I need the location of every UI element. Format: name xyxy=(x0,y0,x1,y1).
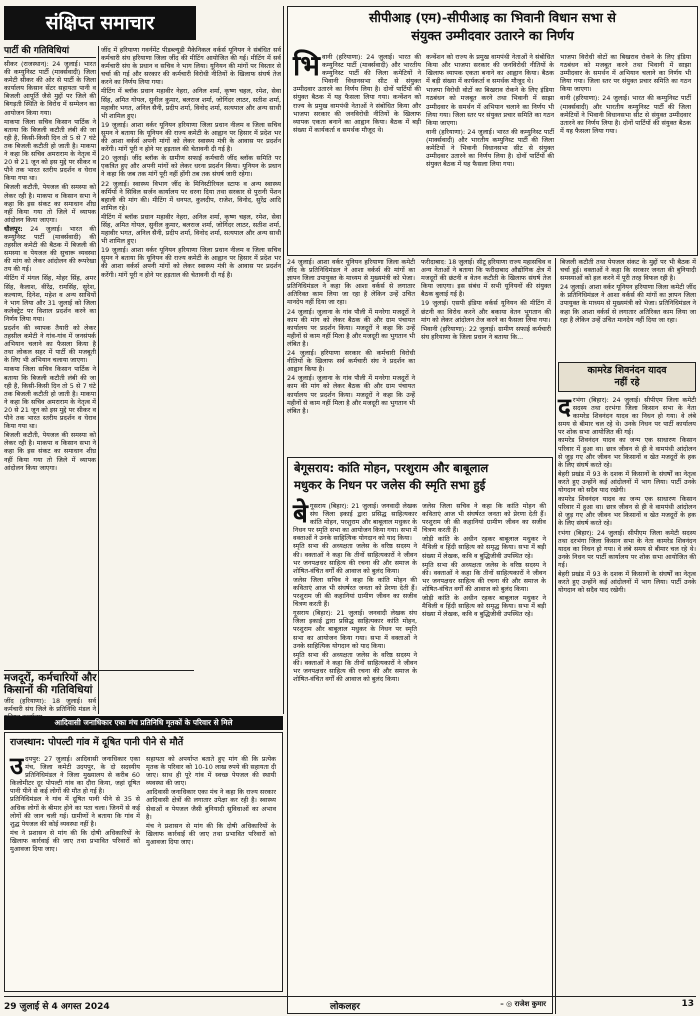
begusarai-story-box xyxy=(287,457,553,1014)
cpi-col-3 xyxy=(560,53,691,249)
workers-union-news: 19 जुलाई। एसपी इंडिया वर्कर्स यूनियन की मीटिंग में छंटनी का विरोध करने और बकाया वेतन भुगतान की मांग को लेकर आंदोलन तेज करने का फैसला लिया गया। xyxy=(421,299,551,324)
dholpur-news: 24 जुलाई। भारत की कम्युनिस्ट पार्टी (मार्क्सवादी) की तहसील कमेटी की बैठक में बिजली की समस्या व पेयजल की सुचारू व्यवस्था की मांग को लेकर आंदोलन की रूपरेखा तय की गई। xyxy=(4,224,96,274)
right-column-top xyxy=(560,258,696,358)
asha-memo-news: 24 जुलाई। आशा वर्कर यूनियन हरियाणा जिला कमेटी जींद के प्रतिनिधिमंडल ने आशा वर्कर्स की मांगों का ज्ञापन जिला उपायुक्त के माध्यम से मुख्यमंत्री को भेजा। प्रतिनिधिमंडल ने कहा कि आशा वर्कर्स से लगातार अतिरिक्त काम लिया जा रहा है लेकिन उन्हें उचित मानदेय नहीं दिया जा रहा। xyxy=(287,258,415,307)
workers-heading-line2: किसानों की गतिविधियां xyxy=(4,684,93,696)
tribal-para-2b: मंच ने प्रशासन से मांग की कि दोषी अधिकारियों के खिलाफ कार्रवाई की जाए तथा प्रभावित परिवारों को मुआवजा दिया जाए। xyxy=(10,828,140,854)
cpi-para-3b: वानी (हरियाणा): 24 जुलाई। भारत की कम्युनिस्ट पार्टी (मार्क्सवादी) और भारतीय कम्युनिस्ट पार्टी की जिला कमेटियों ने भिवानी विधानसभा सीट से संयुक्त उम्मीदवार उतारने का निर्णय लिया है। दोनों पार्टियों की संयुक्त बैठक में यह फैसला लिया गया। xyxy=(560,94,691,135)
begusarai-para-3: जलेस जिला सचिव ने कहा कि कांति मोहन की कविताएं आज भी संघर्षरत जनता को प्रेरणा देती हैं। परशुराम जी की कहानियां ग्रामीण जीवन का सजीव चित्रण करती हैं। xyxy=(293,575,417,609)
dholpur-news-4: माकपा जिला सचिव किसान पार्टिक ने बताया कि बिजली कटौती लंबी की जा रही है, किसी-किसी दिन तो 5 से 7 घंटे तक बिजली कटौती हो जाती है। माकपा ने कहा कि सचिव अमराराम के नेतृत्व में 20 से 21 जून को इस मुद्दे पर सीकर व पौने तक भारत स्तरीय प्रदर्शन व घेराव किया गया था। xyxy=(4,365,96,431)
mnrega-news-2: 24 जुलाई। जुलाना के गांव पौली में मनरेगा मजदूरों ने काम की मांग को लेकर बैठक की और ग्राम पंचायत कार्यालय पर प्रदर्शन किया। मजदूरों ने कहा कि उन्हें महीनों से काम नहीं मिला है और मजदूरी का भुगतान भी लंबित है। xyxy=(287,374,415,415)
section-masthead: संक्षिप्त समाचार xyxy=(4,6,196,40)
begusarai-para-2: स्मृति सभा की अध्यक्षता जलेस के वरिष्ठ सदस्य ने की। वक्ताओं ने कहा कि तीनों साहित्यकारों ने जीवन भर जनपक्षधर साहित्य की रचना की और समाज के शोषित-वंचित वर्गों की आवाज को बुलंद किया। xyxy=(293,542,417,575)
obituary-box xyxy=(558,362,696,1014)
sikar-news: सीकर (राजस्थान): 24 जुलाई। भारत की कम्युनिस्ट पार्टी (मार्क्सवादी) जिला कमेटी सीकर की ओर से पार्टी के जिला कार्यालय किसान सेंटर सहायता पानी व बिजली आपूर्ति जैसे मुद्दों पर जिले की बिगड़ती स्थिति के विरोध में सम्मेलन का आयोजन किया गया। xyxy=(4,60,96,117)
obituary-dropcap: द xyxy=(558,393,571,421)
begusarai-para-5: जोड़ी कांति के अधीन रहकर बाबूलाल मधुकर ने मैथिली व हिंदी साहित्य को समृद्ध किया। सभा में बड़ी संख्या में लेखक, कवि व बुद्धिजीवी उपस्थित रहे। xyxy=(422,535,546,560)
obituary-para-4: कामरेड शिवनंदन यादव का जन्म एक साधारण किसान परिवार में हुआ था। छात्र जीवन से ही वे वामपंथी आंदोलन से जुड़ गए और जीवन भर किसानों व खेत मजदूरों के हक के लिए संघर्ष करते रहे। xyxy=(558,495,696,528)
bhiwani-news: भिवानी (हरियाणा): 22 जुलाई। ग्रामीण सफाई कर्मचारी संघ हरियाणा के जिला प्रधान ने बताया कि... xyxy=(421,324,551,341)
tribal-headline: राजस्थान: पोपल्टी गांव में दूषित पानी पीने से मौतें xyxy=(10,737,184,748)
tribal-para-4: आदिवासी जनाधिकार एका मंच ने कहा कि राज्य सरकार आदिवासी क्षेत्रों की लगातार उपेक्षा कर रही है। स्वास्थ्य सेवाओं व पेयजल जैसी बुनियादी सुविधाओं का अभाव है। xyxy=(146,788,276,821)
jind-pwd-attendees: मीटिंग में ब्लॉक प्रधान महावीर नेहरा, अनिल शर्मा, कृष्ण चहल, रमेश, सेवा सिंह, अमित गोयल, सुनील कुमार, बलराज शर्मा, जोगिंदर लाठर, सतीश शर्मा, महावीर भगत, अनिल सैनी, प्रदीप शर्मा, विनोद शर्मा, सत्यपाल और अन्य साथी भी शामिल हुए। xyxy=(101,87,281,120)
tribal-para-3: सहायता को अपर्याप्त बताते हुए मांग की कि प्रत्येक मृतक के परिवार को 10-10 लाख रुपये की सहायता दी जाए। साथ ही पूरे गांव में स्वच्छ पेयजल की स्थायी व्यवस्था की जाए। xyxy=(146,755,276,788)
cpi-dropcap: भि xyxy=(293,49,320,82)
begusarai-byline: – ◎ राजेश कुमार xyxy=(500,1000,546,1008)
center-left-column xyxy=(101,46,281,714)
tribal-para-1: दयपुर: 27 जुलाई। आदिवासी जनाधिकार एका मंच, जिला कमेटी उदयपुर, के दो सदस्यीय प्रतिनिधिमंडल ने जिला मुख्यालय से करीब 60 किलोमीटर दूर पोपल्टी गांव का दौरा किया, जहां दूषित पानी पीने से कई लोगों की मौत हो गई है। xyxy=(10,755,140,796)
footer-paper-name: लोकलहर xyxy=(330,1002,360,1012)
obituary-para-3: बेहरी प्रखंड में 93 के दशक में किसानों के संघर्षों का नेतृत्व करते हुए उन्होंने कई आंदोलनों में भाग लिया। पार्टी उनके योगदान को सदैव याद रखेगी। xyxy=(558,469,696,495)
middle-column-2 xyxy=(421,258,551,452)
begusarai-headline-line2: मधुकर के निधन पर जलेस की स्मृति सभा हुई xyxy=(294,478,486,492)
footer-page-number: 13 xyxy=(681,999,694,1009)
cpi-col-2 xyxy=(426,53,554,249)
asha-news-2: 19 जुलाई। आशा वर्कर यूनियन हरियाणा जिला प्रधान नीलम व जिला सचिव सुमन ने बताया कि यूनियन की राज्य कमेटी के आह्वान पर हिसार में प्रदेश भर की आशा वर्कर्स अपनी मांगों को लेकर स्वास्थ्य मंत्री के आवास पर प्रदर्शन करेंगी। मांगें पूरी न होने पर हड़ताल की चेतावनी दी गई है। xyxy=(101,246,281,279)
begusarai-para-1: गूसराय (बिहार): 21 जुलाई। जनवादी लेखक संघ जिला इकाई द्वारा प्रसिद्ध साहित्यकार कांति मोहन, परशुराम और बाबूलाल मधुकर के निधन पर स्मृति सभा का आयोजन किया गया। सभा में वक्ताओं ने उनके साहित्यिक योगदान को याद किया। xyxy=(293,502,417,543)
tribal-col-2 xyxy=(146,755,276,985)
middle-column xyxy=(287,258,415,452)
obituary-para-1: रभंगा (बिहार): 24 जुलाई। सीपीएम जिला कमेटी सदस्य तथा दरभंगा जिला किसान सभा के नेता कामरेड शिवनंदन यादव का निधन हो गया। वे लंबे समय से बीमार चल रहे थे। उनके निधन पर पार्टी कार्यालय पर शोक सभा आयोजित की गई। xyxy=(558,396,696,437)
obituary-body xyxy=(558,393,696,1016)
cpi-story-box xyxy=(287,6,698,256)
column-rule xyxy=(555,258,556,1014)
tribal-dropcap: उ xyxy=(10,752,24,780)
left-column xyxy=(4,46,96,721)
tribal-story-box xyxy=(4,732,283,992)
cpi-col-1 xyxy=(293,49,421,249)
party-activities-heading: पार्टी की गतिविधियां xyxy=(4,46,96,58)
cpi-headline-line1: सीपीआइ (एम)-सीपीआइ का भिवानी विधान सभा से xyxy=(369,11,616,26)
cpi-para-2c: वानी (हरियाणा): 24 जुलाई। भारत की कम्युनिस्ट पार्टी (मार्क्सवादी) और भारतीय कम्युनिस्ट पार्टी की जिला कमेटियों ने भिवानी विधानसभा सीट से संयुक्त उम्मीदवार उतारने का निर्णय लिया है। दोनों पार्टियों की संयुक्त बैठक में यह फैसला लिया गया। xyxy=(426,127,554,169)
column-rule xyxy=(283,6,284,714)
cpi-para-2: कन्वेंशन को राज्य के प्रमुख वामपंथी नेताओं ने संबोधित किया और भाजपा सरकार की जनविरोधी नीतियों के खिलाफ व्यापक एकता बनाने का आह्वान किया। बैठक में बड़ी संख्या में कार्यकर्ता व समर्थक मौजूद थे। xyxy=(426,53,554,86)
begusarai-col-1 xyxy=(293,499,417,1007)
dholpur-news-2: मीटिंग में मंगल सिंह, मोहर सिंह, अमर सिंह, कैलाश, वीरेंद्र, रामसिंह, सुरेश, कल्याण, दिनेश, महेश व अन्य साथियों ने भाग लिया और 31 जुलाई को जिला कलेक्ट्रेट पर विशाल प्रदर्शन करने का निर्णय लिया गया। xyxy=(4,274,96,323)
cpi-headline-line2: संयुक्त उम्मीदवार उतारने का निर्णय xyxy=(411,29,574,44)
employee-union-news: 24 जुलाई। हरियाणा सरकार की कर्मचारी विरोधी नीतियों के खिलाफ सर्व कर्मचारी संघ ने प्रदर्शन का आह्वान किया है। xyxy=(287,349,415,374)
tribal-col-1 xyxy=(10,752,140,985)
begusarai-para-7: जोड़ी कांति के अधीन रहकर बाबूलाल मधुकर ने मैथिली व हिंदी साहित्य को समृद्ध किया। सभा में बड़ी संख्या में लेखक, कवि व बुद्धिजीवी उपस्थित रहे। xyxy=(422,594,546,619)
cpi-para-3: भाजपा विरोधी वोटों का बिखराव रोकने के लिए इंडिया गठबंधन को मजबूत करने तथा भिवानी में साझा उम्मीदवार के समर्थन में अभियान चलाने का निर्णय भी लिया गया। जिला स्तर पर संयुक्त प्रचार समिति का गठन किया जाएगा। xyxy=(560,53,691,94)
dholpur-dateline: धौलपुर: xyxy=(4,224,23,233)
tribal-para-2: प्रतिनिधिमंडल ने गांव में दूषित पानी पीने से 35 से अधिक लोगों के बीमार होने का पता चला। जिनमें से कई लोगों की जान चली गई। ग्रामीणों ने बताया कि गांव में शुद्ध पेयजल की कोई व्यवस्था नहीं है। xyxy=(10,795,140,828)
cpi-para-1: वानी (हरियाणा): 24 जुलाई। भारत की कम्युनिस्ट पार्टी (मार्क्सवादी) और भारतीय कम्युनिस्ट पार्टी की जिला कमेटियों ने भिवानी विधानसभा सीट से संयुक्त उम्मीदवार उतारने का निर्णय लिया है। दोनों पार्टियों की संयुक्त बैठक में यह फैसला लिया गया। xyxy=(293,53,421,102)
obituary-para-6: बेहरी प्रखंड में 93 के दशक में किसानों के संघर्षों का नेतृत्व करते हुए उन्होंने कई आंदोलनों में भाग लिया। पार्टी उनके योगदान को सदैव याद रखेगी। xyxy=(558,569,696,595)
workers-heading-line1: मजदूरों, कर्मचारियों और xyxy=(4,672,97,684)
obituary-heading xyxy=(558,362,696,392)
begusarai-headline-line1: बेगूसराय: कांति मोहन, परशुराम और बाबूलाल xyxy=(294,461,489,475)
health-staff-news: 22 जुलाई। स्वास्थ्य विभाग जींद के मिनिस्टीरियल स्टाफ व अन्य स्वास्थ्य कर्मियों ने सिविल सर्जन कार्यालय पर धरना दिया तथा सरकार से पुरानी पेंशन बहाली की मांग की। मीटिंग में धनपत, कुलदीप, राजेश, विनोद, सुरेंद्र आदि शामिल रहे। xyxy=(101,179,281,212)
mnrega-news: 24 जुलाई। जुलाना के गांव पौली में मनरेगा मजदूरों ने काम की मांग को लेकर बैठक की और ग्राम पंचायत कार्यालय पर प्रदर्शन किया। मजदूरों ने कहा कि उन्हें महीनों से काम नहीं मिला है और मजदूरी का भुगतान भी लंबित है। xyxy=(287,307,415,348)
begusarai-para-2b: स्मृति सभा की अध्यक्षता जलेस के वरिष्ठ सदस्य ने की। वक्ताओं ने कहा कि तीनों साहित्यकारों ने जीवन भर जनपक्षधर साहित्य की रचना की और समाज के शोषित-वंचित वर्गों की आवाज को बुलंद किया। xyxy=(293,650,417,683)
obituary-heading-line2: नहीं रहे xyxy=(614,377,640,388)
begusarai-para-6: स्मृति सभा की अध्यक्षता जलेस के वरिष्ठ सदस्य ने की। वक्ताओं ने कहा कि तीनों साहित्यकारों ने जीवन भर जनपक्षधर साहित्य की रचना की और समाज के शोषित-वंचित वर्गों की आवाज को बुलंद किया। xyxy=(422,560,546,593)
begusarai-para-4: जलेस जिला सचिव ने कहा कि कांति मोहन की कविताएं आज भी संघर्षरत जनता को प्रेरणा देती हैं। परशुराम जी की कहानियां ग्रामीण जीवन का सजीव चित्रण करती हैं। xyxy=(422,502,546,535)
cpi-para-1b: कन्वेंशन को राज्य के प्रमुख वामपंथी नेताओं ने संबोधित किया और भाजपा सरकार की जनविरोधी नीतियों के खिलाफ व्यापक एकता बनाने का आह्वान किया। बैठक में बड़ी संख्या में कार्यकर्ता व समर्थक मौजूद थे। xyxy=(293,93,421,134)
faridabad-news: फरीदाबाद: 18 जुलाई। सीटू हरियाणा राज्य महासचिव व अन्य नेताओं ने बताया कि फरीदाबाद औद्योगिक क्षेत्र में मजदूरों की छंटनी व वेतन कटौती के खिलाफ संघर्ष तेज किया जाएगा। इस संबंध में सभी यूनियनों की संयुक्त बैठक बुलाई गई है। xyxy=(421,258,551,299)
tribal-para-5: मंच ने प्रशासन से मांग की कि दोषी अधिकारियों के खिलाफ कार्रवाई की जाए तथा प्रभावित परिवारों को मुआवजा दिया जाए। xyxy=(146,821,276,846)
column-rule xyxy=(98,46,99,714)
obituary-para-2: कामरेड शिवनंदन यादव का जन्म एक साधारण किसान परिवार में हुआ था। छात्र जीवन से ही वे वामपंथी आंदोलन से जुड़ गए और जीवन भर किसानों व खेत मजदूरों के हक के लिए संघर्ष करते रहे। xyxy=(558,436,696,469)
jind-pwd-news-2: मीटिंग में ब्लॉक प्रधान महावीर नेहरा, अनिल शर्मा, कृष्ण चहल, रमेश, सेवा सिंह, अमित गोयल, सुनील कुमार, बलराज शर्मा, जोगिंदर लाठर, सतीश शर्मा, महावीर भगत, अनिल सैनी, प्रदीप शर्मा, विनोद शर्मा, सत्यपाल और अन्य साथी भी शामिल हुए। xyxy=(101,212,281,246)
begusarai-para-1b: गूसराय (बिहार): 21 जुलाई। जनवादी लेखक संघ जिला इकाई द्वारा प्रसिद्ध साहित्यकार कांति मोहन, परशुराम और बाबूलाल मधुकर के निधन पर स्मृति सभा का आयोजन किया गया। सभा में वक्ताओं ने उनके साहित्यिक योगदान को याद किया। xyxy=(293,609,417,650)
dholpur-news-5: बिजली कटौती, पेयजल की समस्या को लेकर रही है। माकपा व किसान सभा ने कहा कि इस संकट का समाधान शीघ्र नहीं किया गया तो जिले में व्यापक आंदोलन किया जाएगा। xyxy=(4,431,96,472)
jind-pwd-news: जींद में हरियाणा गवर्नमेंट पीडब्ल्यूडी मैकेनिकल वर्कर्स यूनियन ने संबंधित सर्व कर्मचारी संघ हरियाणा जिला जींद की मीटिंग आयोजित की गई। मीटिंग में सर्व कर्मचारी संघ के प्रधान व सचिव ने भाग लिया। यूनियन की मांगों पर विस्तार से चर्चा की गई और सरकार की कर्मचारी विरोधी नीतियों के खिलाफ संघर्ष तेज करने का निर्णय लिया गया। xyxy=(101,46,281,87)
begusarai-headline xyxy=(288,458,552,496)
sanitation-news: 20 जुलाई। जींद ब्लॉक के ग्रामीण सफाई कर्मचारी जींद ब्लॉक समिति पर एकत्रित हुए और अपनी मांगों को लेकर धरना प्रदर्शन किया। यूनियन के प्रधान ने कहा कि जब तक मांगें पूरी नहीं होंगी तब तक संघर्ष जारी रहेगा। xyxy=(101,154,281,179)
begusarai-col-2 xyxy=(422,502,546,992)
obituary-heading-line1: कामरेड शिवनंदन यादव xyxy=(587,365,667,376)
right-news-2: 24 जुलाई। आशा वर्कर यूनियन हरियाणा जिला कमेटी जींद के प्रतिनिधिमंडल ने आशा वर्कर्स की मांगों का ज्ञापन जिला उपायुक्त के माध्यम से मुख्यमंत्री को भेजा। प्रतिनिधिमंडल ने कहा कि आशा वर्कर्स से लगातार अतिरिक्त काम लिया जा रहा है लेकिन उन्हें उचित मानदेय नहीं दिया जा रहा। xyxy=(560,283,696,324)
footer-rule xyxy=(4,996,696,997)
obituary-para-5: रभंगा (बिहार): 24 जुलाई। सीपीएम जिला कमेटी सदस्य तथा दरभंगा जिला किसान सभा के नेता कामरेड शिवनंदन यादव का निधन हो गया। वे लंबे समय से बीमार चल रहे थे। उनके निधन पर पार्टी कार्यालय पर शोक सभा आयोजित की गई। xyxy=(558,528,696,569)
tribal-banner: आदिवासी जनाधिकार एका मंच प्रतिनिधि मृतकों के परिवार से मिले xyxy=(4,716,283,730)
sikar-news-2: माकपा जिला सचिव किसान पार्टिक ने बताया कि बिजली कटौती लंबी की जा रही है, किसी-किसी दिन तो 5 से 7 घंटे तक बिजली कटौती हो जाती है। माकपा ने कहा कि सचिव अमराराम के नेतृत्व में 20 से 21 जून को इस मुद्दे पर सीकर व पौने तक भारत स्तरीय प्रदर्शन व घेराव किया गया था। xyxy=(4,117,96,183)
workers-news: जींद (हरियाणा): 18 जुलाई। सर्व कर्मचारी संघ जिले के प्रतिनिधि मंडल ने xyxy=(4,697,96,714)
cpi-para-2b: भाजपा विरोधी वोटों का बिखराव रोकने के लिए इंडिया गठबंधन को मजबूत करने तथा भिवानी में साझा उम्मीदवार के समर्थन में अभियान चलाने का निर्णय भी लिया गया। जिला स्तर पर संयुक्त प्रचार समिति का गठन किया जाएगा। xyxy=(426,86,554,127)
dholpur-news-3: प्रदर्शन की व्यापक तैयारी को लेकर तहसील कमेटी ने गांव-गांव में जनसंपर्क अभियान चलाने का फैसला किया है तथा लोकल सहर में पार्टी की मजबूती के लिए भी अभियान चलाया जाएगा। xyxy=(4,324,96,365)
sikar-news-3: बिजली कटौती, पेयजल की समस्या को लेकर रही है। माकपा व किसान सभा ने कहा कि इस संकट का समाधान शीघ्र नहीं किया गया तो जिले में व्यापक आंदोलन किया जाएगा। xyxy=(4,183,96,224)
right-news: बिजली कटौती तथा पेयजल संकट के मुद्दों पर भी बैठक में चर्चा हुई। वक्ताओं ने कहा कि सरकार जनता की बुनियादी समस्याओं को हल करने में पूरी तरह विफल रही है। xyxy=(560,258,696,283)
cpi-headline xyxy=(288,10,697,46)
footer-date: 29 जुलाई से 4 अगस्त 2024 xyxy=(4,1002,110,1012)
asha-news: 19 जुलाई। आशा वर्कर यूनियन हरियाणा जिला प्रधान नीलम व जिला सचिव सुमन ने बताया कि यूनियन की राज्य कमेटी के आह्वान पर हिसार में प्रदेश भर की आशा वर्कर्स अपनी मांगों को लेकर स्वास्थ्य मंत्री के आवास पर प्रदर्शन करेंगी। मांगें पूरी न होने पर हड़ताल की चेतावनी दी गई है। xyxy=(101,120,281,154)
begusarai-dropcap: बे xyxy=(293,499,308,529)
